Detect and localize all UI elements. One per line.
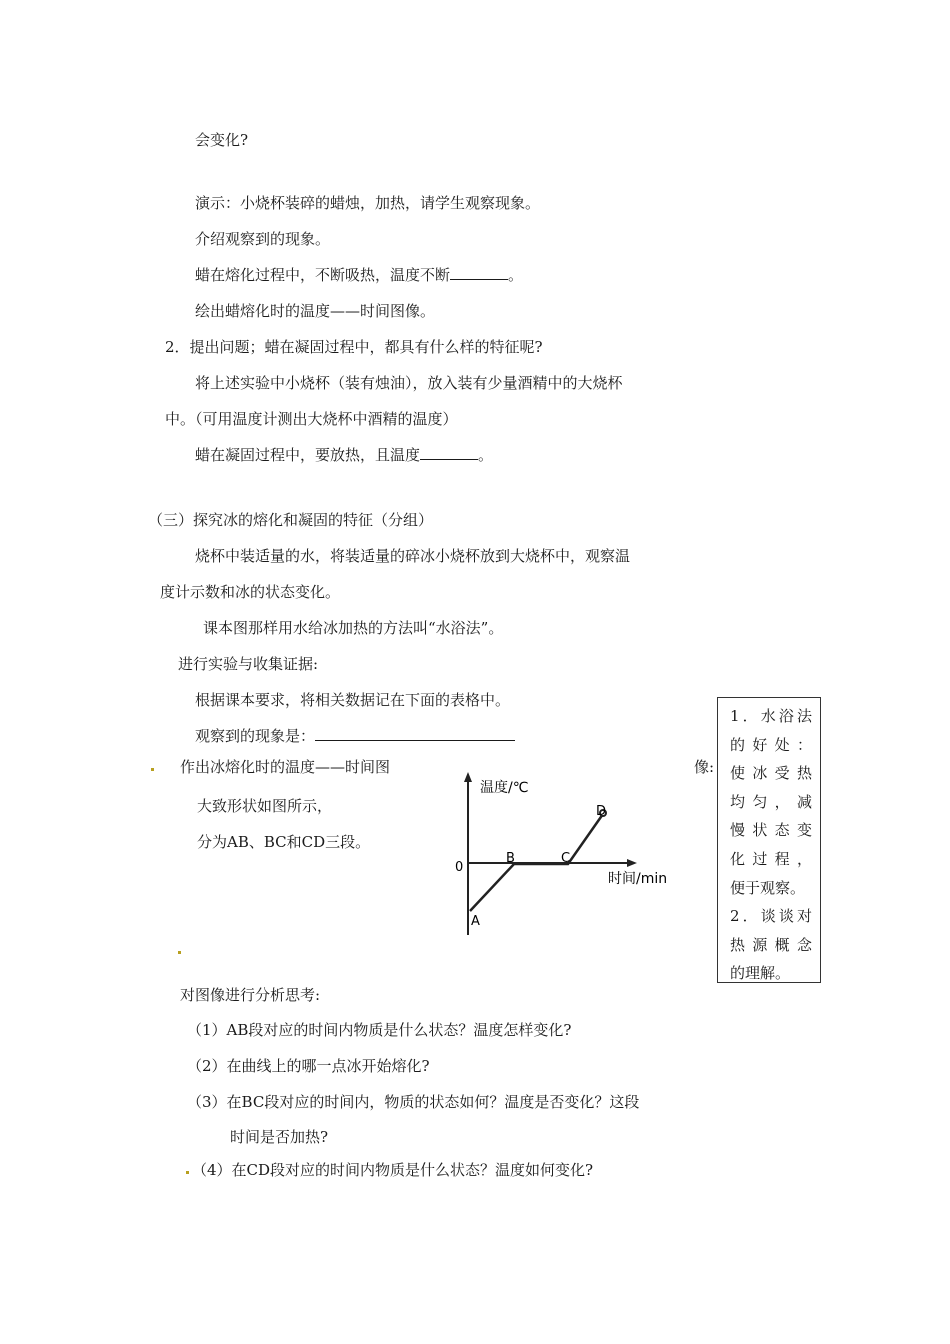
text-line: 会变化?	[195, 131, 249, 149]
text-line: 烧杯中装适量的水，将装适量的碎冰小烧杯放到大烧杯中，观察温	[195, 547, 631, 565]
note-line: 化过程，	[730, 849, 812, 868]
text-line: 大致形状如图所示，	[197, 797, 333, 815]
text-line: 课本图那样用水给冰加热的方法叫“水浴法”。	[203, 619, 504, 637]
text-line: 像:	[694, 758, 715, 776]
text-line: 观察到的现象是：	[195, 727, 316, 745]
note-line: 的好处：	[730, 735, 812, 754]
note-line: 的理解。	[730, 964, 791, 983]
section-heading: （三）探究冰的熔化和凝固的特征（分组）	[148, 511, 434, 529]
question-4: （4）在CD段对应的时间内物质是什么状态？温度如何变化?	[192, 1161, 594, 1179]
text-line: 将上述实验中小烧杯（装有烛油），放入装有少量酒精中的大烧杯	[195, 374, 623, 392]
text-line: 蜡在熔化过程中，不断吸热，温度不断	[195, 266, 451, 284]
point-c-label: C	[561, 851, 571, 866]
text-line: 进行实验与收集证据:	[178, 655, 319, 673]
text-line: 分为AB、BC和CD三段。	[197, 833, 371, 851]
fill-in-line	[195, 265, 523, 285]
punctuation: 。	[508, 266, 524, 284]
marker-dot	[151, 768, 154, 771]
text-line: 2．提出问题；蜡在凝固过程中，都具有什么样的特征呢?	[165, 338, 543, 356]
punctuation: 。	[478, 446, 494, 464]
text-line: 对图像进行分析思考:	[180, 986, 321, 1004]
answer-blank[interactable]	[315, 726, 515, 741]
y-axis-arrow	[464, 772, 472, 782]
question-3: （3）在BC段对应的时间内，物质的状态如何？温度是否变化？这段	[187, 1093, 640, 1111]
text-line: 中。（可用温度计测出大烧杯中酒精的温度）	[165, 410, 458, 428]
text-line: 作出冰熔化时的温度——时间图	[180, 758, 391, 776]
point-d-label: D	[596, 804, 607, 819]
note-line: 2．谈谈对	[730, 907, 812, 926]
text-line: 蜡在凝固过程中，要放热，且温度	[195, 446, 421, 464]
text-line: 根据课本要求，将相关数据记在下面的表格中。	[195, 691, 511, 709]
note-line: 热源概念	[730, 935, 812, 954]
text-line: 介绍观察到的现象。	[195, 230, 331, 248]
text-line: 度计示数和冰的状态变化。	[160, 583, 341, 601]
note-line: 慢状态变	[730, 821, 812, 840]
answer-blank[interactable]	[450, 265, 508, 280]
question-3-continued: 时间是否加热?	[230, 1128, 329, 1146]
x-axis-label: 时间/min	[608, 871, 668, 887]
marker-dot	[178, 951, 181, 954]
question-1: （1）AB段对应的时间内物质是什么状态？温度怎样变化?	[187, 1021, 572, 1039]
text-line: 绘出蜡熔化时的温度——时间图像。	[195, 302, 436, 320]
note-line: 1．水浴法	[730, 707, 812, 725]
origin-label: 0	[455, 860, 464, 875]
note-line: 便于观察。	[730, 878, 806, 897]
text-line: 演示：小烧杯装碎的蜡烛，加热，请学生观察现象。	[195, 194, 541, 212]
question-2: （2）在曲线上的哪一点冰开始熔化?	[187, 1057, 430, 1075]
note-line: 均匀，减	[730, 792, 812, 811]
marker-dot	[186, 1171, 189, 1174]
margin-note-box	[717, 697, 821, 983]
x-axis-arrow	[627, 859, 637, 867]
temperature-time-graph	[440, 765, 690, 940]
y-axis-label: 温度/℃	[480, 780, 529, 796]
point-a-label: A	[471, 914, 480, 929]
note-line: 使冰受热	[730, 764, 812, 783]
fill-in-line	[195, 726, 515, 746]
point-b-label: B	[506, 851, 515, 866]
answer-blank[interactable]	[420, 445, 478, 460]
fill-in-line	[195, 445, 493, 465]
